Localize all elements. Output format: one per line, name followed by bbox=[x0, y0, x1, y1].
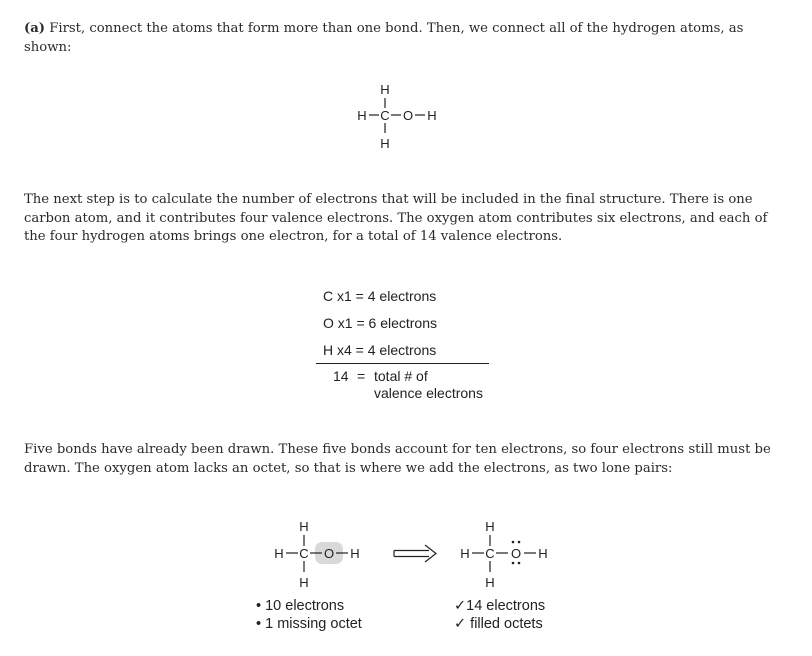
atom-c: C bbox=[380, 108, 390, 123]
part-label: (a) bbox=[24, 21, 46, 36]
atom-h-top: H bbox=[299, 519, 309, 534]
lone-pair-top-dot bbox=[512, 541, 515, 544]
right-note-octets: ✓ filled octets bbox=[454, 616, 543, 632]
lone-pair-bottom-dot bbox=[512, 562, 515, 565]
tally-total-label-1: total # of bbox=[374, 368, 428, 384]
atom-h-bottom: H bbox=[299, 575, 309, 590]
atom-h-bottom: H bbox=[380, 136, 390, 151]
atom-c: C bbox=[299, 546, 309, 561]
tally-divider bbox=[316, 363, 489, 364]
atom-o: O bbox=[323, 546, 335, 561]
atom-o: O bbox=[402, 108, 414, 123]
tally-row-carbon: C x1 = 4 electrons bbox=[323, 288, 437, 304]
tally-total-eq: = bbox=[357, 368, 366, 384]
tally-row-oxygen: O x1 = 6 electrons bbox=[323, 315, 438, 331]
atom-h-bottom: H bbox=[485, 575, 495, 590]
tally-total-value: 14 bbox=[333, 368, 349, 384]
lone-pair-top-dot bbox=[518, 541, 521, 544]
tally-row-hydrogen: H x4 = 4 electrons bbox=[323, 342, 437, 358]
atom-h-top: H bbox=[485, 519, 495, 534]
double-arrow-icon bbox=[392, 544, 442, 564]
lone-pair-bottom-dot bbox=[518, 562, 521, 565]
atom-h-right: H bbox=[350, 546, 360, 561]
left-note-octet: • 1 missing octet bbox=[256, 616, 362, 632]
paragraph-electron-count: The next step is to calculate the number of electrons that will be included in the final structure. There is one carbon atom, and it contributes four valence electrons. The oxygen atom contributes six electrons, and each of the four hydrogen atoms brings one electron, for a total of 14 valence electrons. bbox=[24, 192, 768, 244]
atom-h-left: H bbox=[357, 108, 367, 123]
tally-total-label-2: valence electrons bbox=[374, 385, 483, 401]
atom-h-left: H bbox=[274, 546, 284, 561]
atom-h-top: H bbox=[380, 82, 390, 97]
part-a-text: First, connect the atoms that form more than one bond. Then, we connect all of the hydrogen atoms, as shown: bbox=[24, 21, 744, 55]
methanol-incomplete-structure bbox=[260, 512, 390, 594]
atom-o: O bbox=[510, 546, 522, 561]
atom-h-left: H bbox=[460, 546, 470, 561]
left-note-electrons: • 10 electrons bbox=[256, 598, 345, 614]
right-note-electrons: ✓14 electrons bbox=[454, 598, 546, 614]
atom-h-right: H bbox=[538, 546, 548, 561]
atom-h-right: H bbox=[427, 108, 437, 123]
paragraph-lone-pairs: Five bonds have already been drawn. These five bonds account for ten electrons, so four electrons still must be drawn. The oxygen atom lacks an octet, so that is where we add the electrons, as two lone pairs: bbox=[24, 442, 771, 476]
methanol-skeleton-structure bbox=[340, 76, 470, 156]
paragraph-part-a bbox=[24, 20, 772, 57]
methanol-complete-structure bbox=[450, 512, 580, 594]
atom-c: C bbox=[485, 546, 495, 561]
